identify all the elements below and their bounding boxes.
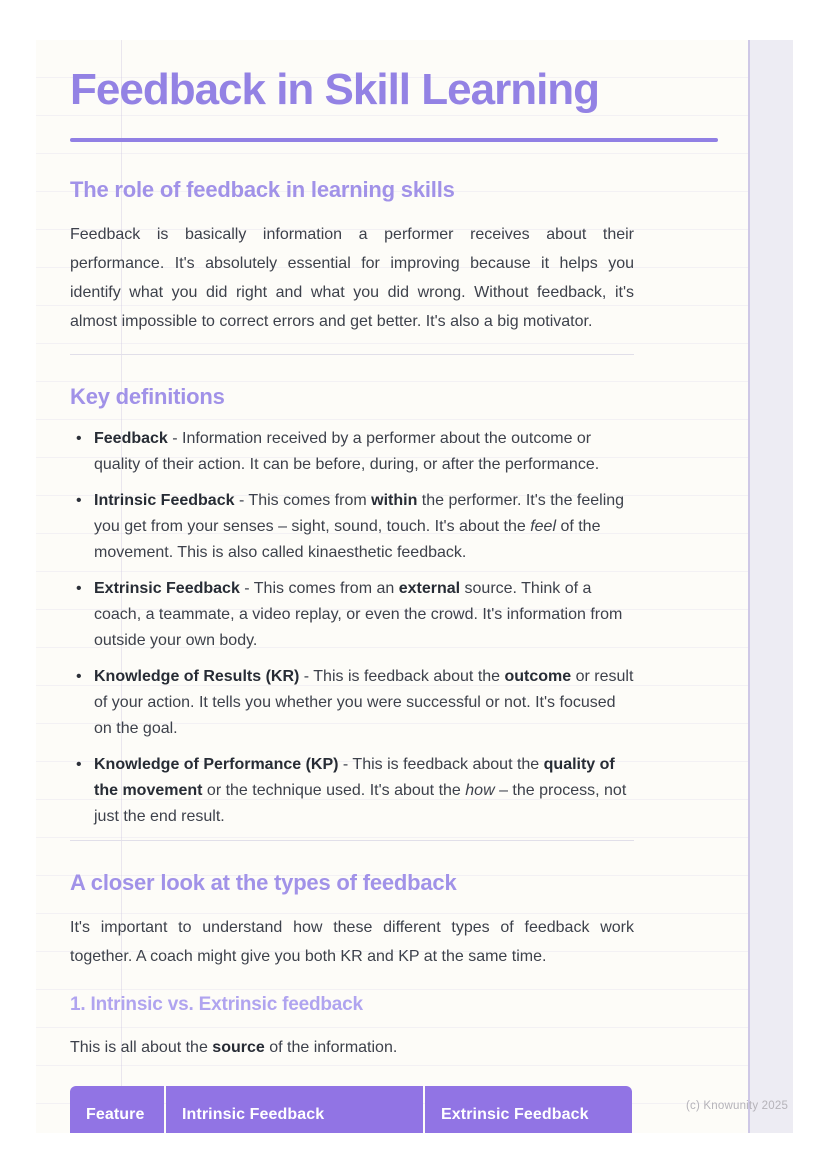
section-heading-definitions: Key definitions: [70, 384, 225, 409]
paragraph-source-note: This is all about the source of the information.: [70, 1039, 398, 1056]
definitions-list: [70, 426, 634, 830]
document-page: [36, 40, 748, 1133]
section-divider: [70, 354, 634, 355]
definition-item-intrinsic-feedback: • Intrinsic Feedback - This comes from within the performer. It's the feeling you get from your senses – sight, sound, touch. It's about the feel of the movement. This is also called kinaesthetic feedback.: [70, 488, 634, 566]
paragraph-role-intro: Feedback is basically information a performer receives about their performance. It's absolutely essential for improving because it helps you identify what you did right and what you did wrong. Without feedback, it's almost impossible to correct errors and get better. It's also a big motivator.: [70, 226, 634, 330]
table-header-cell-extrinsic-feedback: Extrinsic Feedback: [425, 1086, 632, 1133]
watermark: (c) Knowunity 2025: [686, 1100, 789, 1112]
section-heading-role: The role of feedback in learning skills: [70, 177, 455, 202]
page-content: [70, 40, 634, 1133]
table-header-cell-intrinsic-feedback: Intrinsic Feedback: [166, 1086, 423, 1133]
section-heading-closer-look: A closer look at the types of feedback: [70, 870, 457, 895]
definition-item-knowledge-of-results: • Knowledge of Results (KR) - This is feedback about the outcome or result of your action. It tells you whether you were successful or not. It's focused on the goal.: [70, 664, 634, 742]
definition-item-feedback: • Feedback - Information received by a performer about the outcome or quality of their action. It can be before, during, or after the performance.: [70, 426, 634, 478]
definition-item-knowledge-of-performance: • Knowledge of Performance (KP) - This is feedback about the quality of the movement or the technique used. It's about the how – the process, not just the end result.: [70, 752, 634, 830]
page-title: Feedback in Skill Learning: [70, 65, 600, 114]
title-rule: [70, 138, 718, 142]
subsection-heading-intrinsic-vs-extrinsic: 1. Intrinsic vs. Extrinsic feedback: [70, 994, 363, 1015]
section-divider: [70, 840, 634, 841]
table-header-cell-feature: Feature: [70, 1086, 164, 1133]
definition-item-extrinsic-feedback: • Extrinsic Feedback - This comes from an external source. Think of a coach, a teammate, a video replay, or even the crowd. It's information from outside your own body.: [70, 576, 634, 654]
comparison-table-header-row: [70, 1086, 632, 1133]
page-edge-strip: [748, 40, 793, 1133]
paragraph-closer-look: It's important to understand how these different types of feedback work together. A coach might give you both KR and KP at the same time.: [70, 919, 634, 965]
